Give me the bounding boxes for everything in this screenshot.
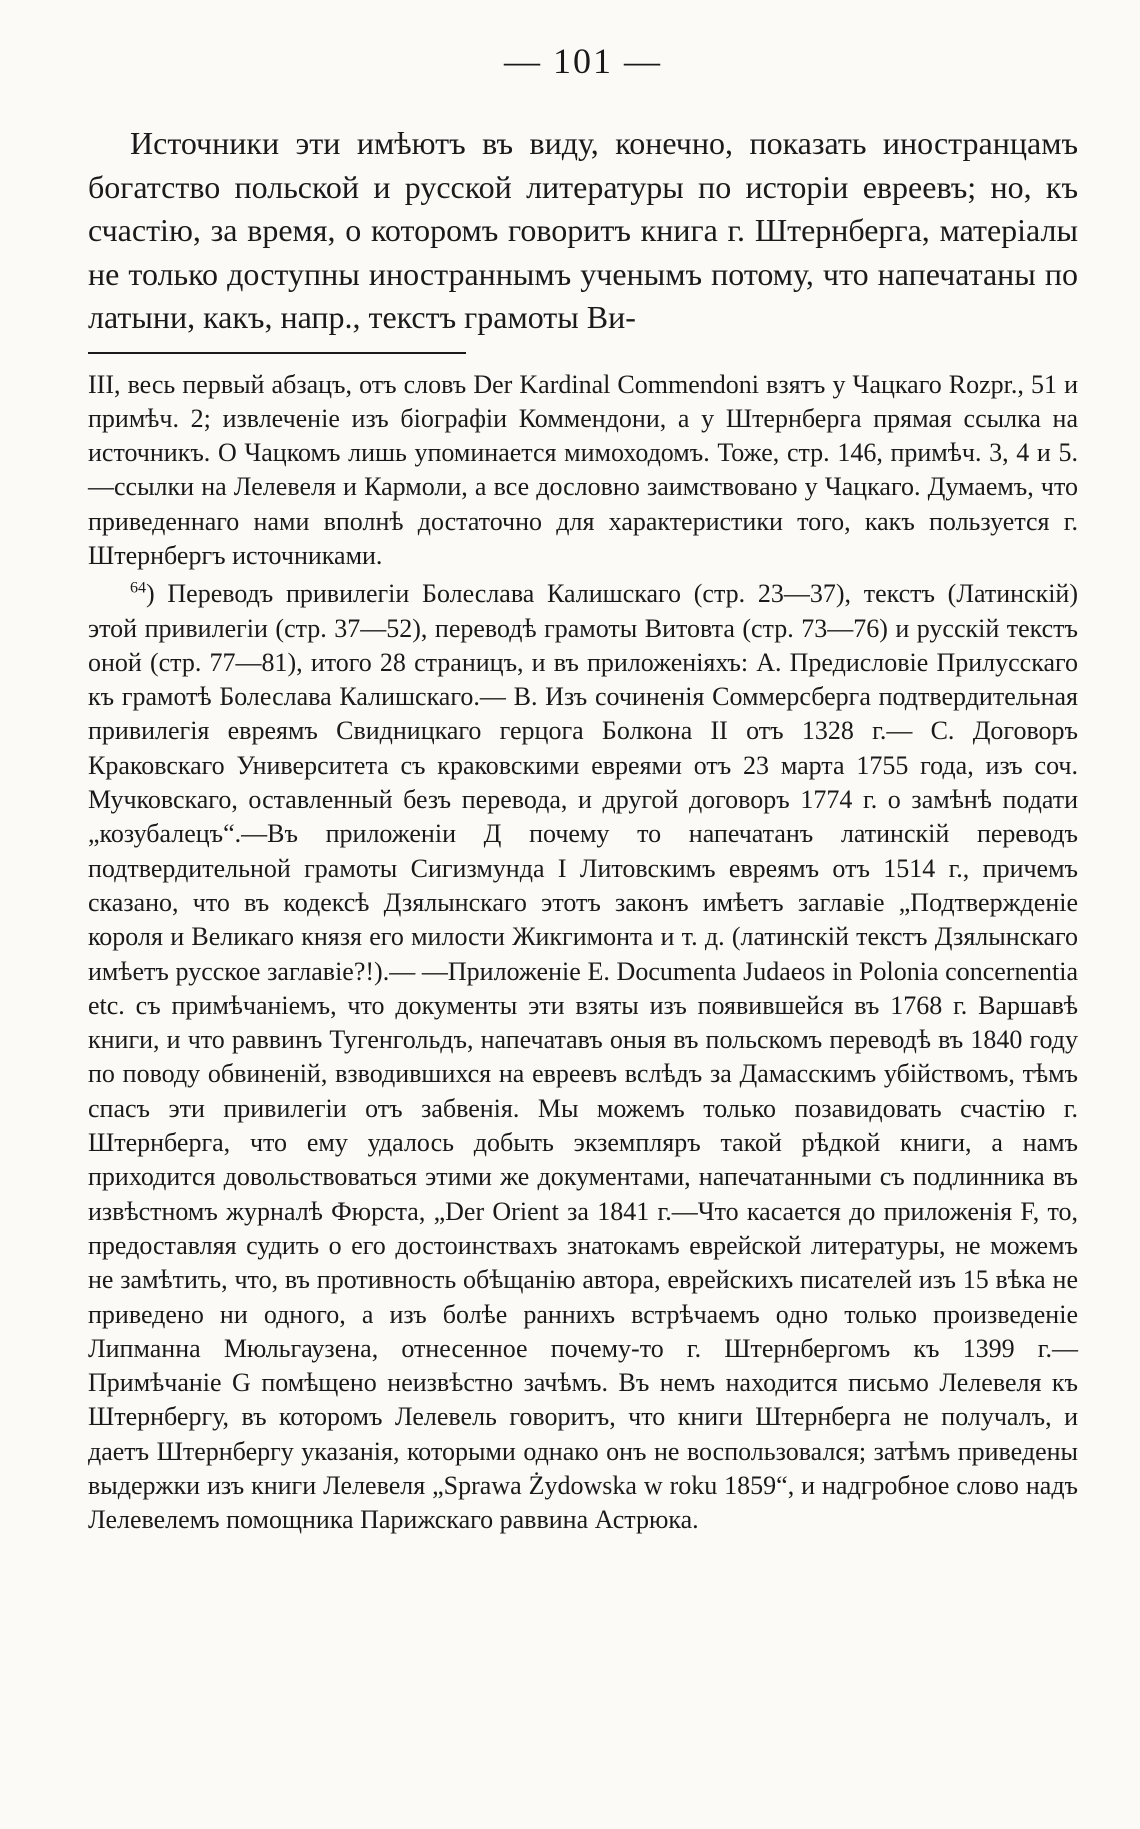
footnote-continuation xyxy=(88,368,1078,574)
footnote-continuation-text: III, весь первый абзацъ, отъ словъ Der Kardinal Commendoni взятъ у Чацкаго Rozpr., 51 и примѣч. 2; извлеченіе изъ біографіи Коммендони, а у Штернберга прямая ссылка на источникъ. О Чацкомъ лишь упоминается мимоходомъ. Тоже, стр. 146, примѣч. 3, 4 и 5.—ссылки на Лелевеля и Кармоли, а все дословно заимствовано у Чацкаго. Думаемъ, что приведеннаго нами вполнѣ достаточно для характеристики того, какъ пользуется г. Штернбергъ источниками. xyxy=(88,369,1078,570)
footnote-64 xyxy=(88,577,1078,1537)
footnote-64-mark: 64 xyxy=(130,579,146,597)
document-page xyxy=(88,40,1078,1542)
main-paragraph: Источники эти имѣютъ въ виду, конечно, показать иностранцамъ богатство польской и русской литературы по исторіи евреевъ; но, къ счастію, за время, о которомъ говоритъ книга г. Штернберга, матеріалы не только доступны иностраннымъ ученымъ потому, что напечатаны по латыни, какъ, напр., текстъ грамоты Ви- xyxy=(88,125,1078,335)
page-number: — 101 — xyxy=(504,41,662,81)
footnote-separator xyxy=(88,352,466,354)
footnote-64-text: ) Переводъ привилегіи Болеслава Калишскаго (стр. 23—37), текстъ (Латинскій) этой привилегіи (стр. 37—52), переводѣ грамоты Витовта (стр. 73—76) и русскій текстъ оной (стр. 77—81), итого 28 страницъ, и въ приложеніяхъ: А. Предисловіе Прилусскаго къ грамотѣ Болеслава Калишскаго.— В. Изъ сочиненія Соммерсберга подтвердительная привилегія евреямъ Свидницкаго герцога Болкона II отъ 1328 г.— С. Договоръ Краковскаго Университета съ краковскими евреями отъ 23 марта 1755 года, изъ соч. Мучковскаго, оставленный безъ перевода, и другой договоръ 1774 г. о замѣнѣ подати „козубалецъ“.—Въ приложеніи Д почему то напечатанъ латинскій переводъ подтвердительной грамоты Сигизмунда I Литовскимъ евреямъ отъ 1514 г., причемъ сказано, что въ кодексѣ Дзялынскаго этотъ законъ имѣетъ заглавіе „Подтвержденіе короля и Великаго князя его милости Жикгимонта и т. д. (латинскій текстъ Дзялынскаго имѣетъ русское заглавіе?!).— —Приложеніе Е. Documenta Judaeos in Polonia concernentia etc. съ примѣчаніемъ, что документы эти взяты изъ появившейся въ 1768 г. Варшавѣ книги, и что раввинъ Тугенгольдъ, напечатавъ оныя въ польскомъ переводѣ въ 1840 году по поводу обвиненій, взводившихся на евреевъ вслѣдъ за Дамасскимъ убійствомъ, тѣмъ спасъ эти привилегіи отъ забвенія. Мы можемъ только позавидовать счастію г. Штернберга, что ему удалось добыть экземпляръ такой рѣдкой книги, а намъ приходится довольствоваться этими же документами, напечатанными съ подлинника въ извѣстномъ журналѣ Фюрста, „Der Orient за 1841 г.—Что касается до приложенія F, то, предоставляя судить о его достоинствахъ знатокамъ еврейской литературы, не можемъ не замѣтить, что, въ противность обѣщанію автора, еврейскихъ писателей изъ 15 вѣка не приведено ни одного, а изъ болѣе раннихъ встрѣчаемъ одно только произведеніе Липманна Мюльгаузена, отнесенное почему-то г. Штернбергомъ къ 1399 г.—Примѣчаніе G помѣщено неизвѣстно зачѣмъ. Въ немъ находится письмо Лелевеля къ Штернбергу, въ которомъ Лелевель говоритъ, что книги Штернберга не получалъ, и даетъ Штернбергу указанія, которыми однако онъ не воспользовался; затѣмъ приведены выдержки изъ книги Лелевеля „Sprawa Żydowska w roku 1859“, и надгробное слово надъ Лелевелемъ помощника Парижскаго раввина Астрюка. xyxy=(88,579,1078,1535)
